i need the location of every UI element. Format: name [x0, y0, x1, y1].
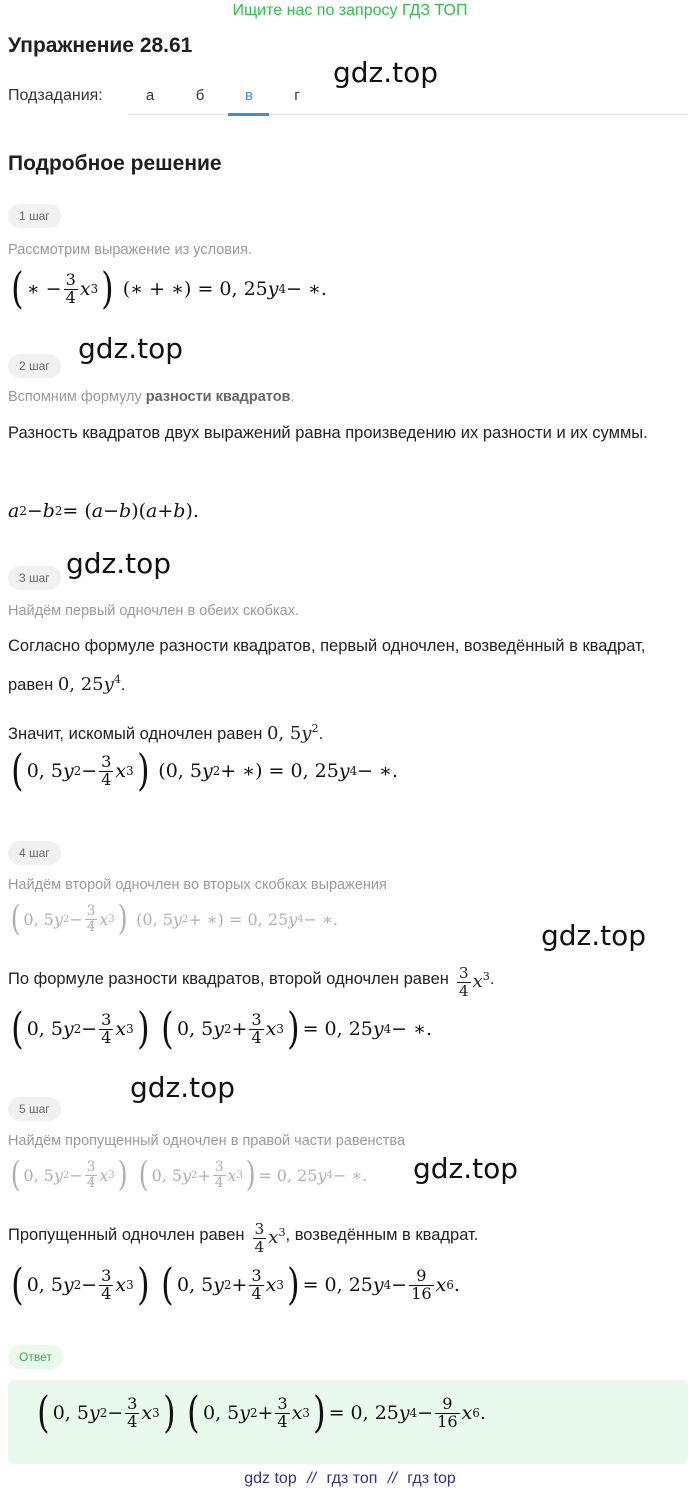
watermark: gdz.top [333, 56, 439, 89]
watermark: gdz.top [413, 1152, 519, 1185]
step-1-note: Рассмотрим выражение из условия. [8, 242, 252, 258]
step-4-text: По формуле разности квадратов, второй одночлен равен $\frac{3}{4}$ $x^3$ . [8, 964, 495, 1000]
step-3-text-2: Значит, искомый одночлен равен 0, $5y^2$. [8, 722, 324, 744]
watermark: gdz.top [78, 332, 184, 365]
solution-heading: Подробное решение [8, 152, 222, 175]
footer-link-gdz-top-mixed[interactable]: гдз top [407, 1470, 456, 1487]
step-5-note: Найдём пропущенный одночлен в правой части равенства [8, 1133, 406, 1149]
tab-b[interactable]: б [195, 87, 205, 104]
footer-link-gdz-top[interactable]: gdz top [244, 1470, 297, 1487]
step-3-note: Найдём первый одночлен в обеих скобках. [8, 603, 299, 619]
page-title: Упражнение 28.61 [8, 34, 193, 57]
watermark: gdz.top [541, 919, 647, 952]
step-4-faded-formula: ( 0, 5 y 2 − $\frac{3}{4}$ x 3 ) (0, 5 y 2 + ∗) = 0, 25 y 4 − ∗. [10, 899, 338, 939]
step-1-formula: ( ∗ − $\frac{3}{4}$ x 3 ) (∗ + ∗) = 0, 25 y 4 − ∗. [11, 264, 327, 314]
footer-links [0, 1470, 700, 1488]
step-4-note: Найдём второй одночлен во вторых скобках выражения [8, 877, 387, 893]
tab-g[interactable]: г [294, 87, 300, 104]
step-5-badge: 5 шаг [8, 1097, 61, 1121]
step-2-badge: 2 шаг [8, 354, 61, 378]
step-3-badge: 3 шаг [8, 566, 61, 590]
step-3-text-1: Согласно формуле разности квадратов, первый одночлен, возведённый в квадрат, равен 0, $25y^4$. [8, 637, 646, 695]
watermark: gdz.top [66, 547, 172, 580]
active-tab-indicator [228, 113, 269, 116]
step-2-text: Разность квадратов двух выражений равна произведению их разности и их суммы. [8, 424, 648, 442]
step-5-text: Пропущенный одночлен равен $\frac{3}{4}$ $x^3$ , возведённым в квадрат. [8, 1220, 479, 1256]
footer-link-gdz-top-ru[interactable]: гдз топ [326, 1470, 378, 1487]
step-5-formula: ( 0, 5 y 2 − $\frac{3}{4}$ x 3 ) ( 0, 5 y 2 + $\frac{3}{4}$ x 3 ) = 0, 25 y 4 − $\frac{9}{16}$ x 6 . [11, 1260, 460, 1310]
tabs-divider [128, 114, 688, 115]
answer-formula: ( 0, 5 y 2 − $\frac{3}{4}$ x 3 ) ( 0, 5 y 2 + $\frac{3}{4}$ x 3 ) = 0, 25 y 4 − $\frac{9}{16}$ x 6 . [37, 1388, 486, 1438]
step-2-note: Вспомним формулу разности квадратов. [8, 389, 295, 405]
tab-a[interactable]: а [145, 87, 155, 104]
step-4-badge: 4 шаг [8, 841, 61, 865]
step-1-badge: 1 шаг [8, 204, 61, 228]
watermark: gdz.top [130, 1071, 236, 1104]
subtasks-label: Подзадания: [8, 87, 103, 104]
answer-badge: Ответ [8, 1345, 63, 1369]
step-2-formula: a 2 − b 2 = ( a − b )( a + b ). [8, 500, 199, 522]
search-banner: Ищите нас по запросу ГДЗ ТОП [232, 2, 468, 19]
step-4-formula: ( 0, 5 y 2 − $\frac{3}{4}$ x 3 ) ( 0, 5 y 2 + $\frac{3}{4}$ x 3 ) = 0, 25 y 4 − ∗. [11, 1004, 433, 1054]
step-3-formula: ( 0, 5 y 2 − $\frac{3}{4}$ x 3 ) (0, 5 y 2 + ∗) = 0, 25 y 4 − ∗. [11, 746, 398, 796]
footer-separator: // [307, 1470, 317, 1487]
step-5-faded-formula: ( 0, 5 y 2 − $\frac{3}{4}$ x 3 ) ( 0, 5 y 2 + $\frac{3}{4}$ x 3 ) = 0, 25 y 4 − ∗. [10, 1155, 368, 1195]
tab-v[interactable]: в [245, 87, 253, 104]
footer-separator: // [387, 1470, 397, 1487]
